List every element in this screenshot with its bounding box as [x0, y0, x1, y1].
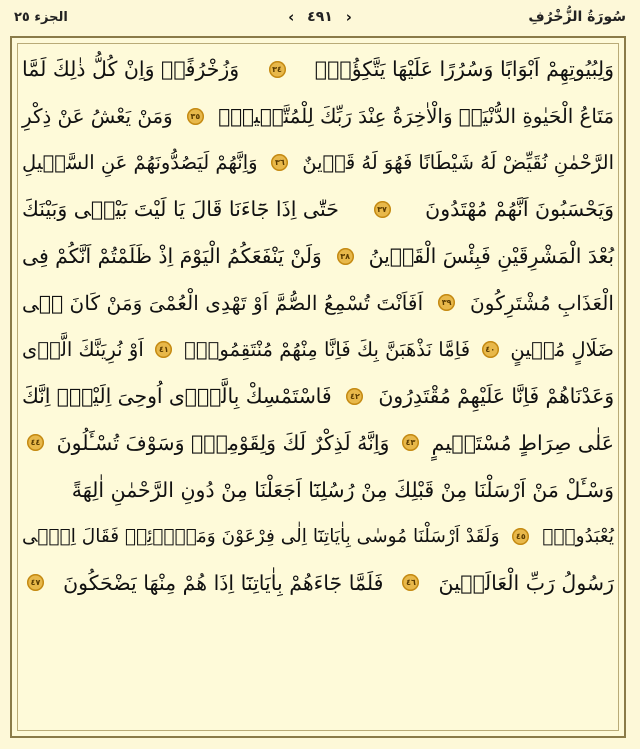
- ayah-number-marker[interactable]: ٣٤: [269, 61, 286, 78]
- verse-line: [18, 466, 618, 513]
- verse-line: [18, 513, 618, 560]
- verse-text: فَاسْتَمْسِكْ بِالَّذٖٓى اُوحِىَ اِلَيْكَۚ اِنَّكَ: [22, 384, 332, 409]
- verse-text: وَلَقَدْ اَرْسَلْنَا مُوسٰى بِاٰيَاتِنَٓا اِلٰى فِرْعَوْنَ وَمَلَا۬ئِهٖ فَقَالَ اِنّٖى: [22, 525, 500, 547]
- ayah-number-marker[interactable]: ٤٢: [346, 388, 363, 405]
- ayah-number-marker[interactable]: ٣٦: [271, 154, 288, 171]
- verse-text: اَفَاَنْتَ تُسْمِعُ الصُّمَّ اَوْ تَهْدِى الْعُمْىَ وَمَنْ كَانَ فٖى: [22, 290, 424, 315]
- ayah-number-marker[interactable]: ٤١: [155, 341, 172, 358]
- verse-text: وَلِبُيُوتِهِمْ اَبْوَابًا وَسُرُرًا عَلَيْهَا يَتَّكِؤُنَۙ: [314, 57, 614, 82]
- verse-text: وَاِنَّهُ لَذِكْرٌ لَكَ وَلِقَوْمِكَۚ وَسَوْفَ تُسْـَٔلُونَ: [56, 430, 390, 455]
- verse-line: [18, 233, 618, 280]
- verse-text: يُعْبَدُونَ۟: [542, 525, 614, 547]
- ayah-number-marker[interactable]: ٤٦: [402, 574, 419, 591]
- verse-text: فَلَمَّا جَٓاءَهُمْ بِاٰيَاتِنَٓا اِذَا هُمْ مِنْهَا يَضْحَكُونَ: [63, 570, 384, 595]
- verse-text: وَلَنْ يَنْفَعَكُمُ الْيَوْمَ اِذْ ظَلَمْتُمْ اَنَّكُمْ فِى: [22, 244, 322, 269]
- verse-text: حَتّٰى اِذَا جَٓاءَنَا قَالَ يَا لَيْتَ بَيْنٖى وَبَيْنَكَ: [22, 197, 339, 222]
- verse-line: [18, 373, 618, 420]
- ayah-number-marker[interactable]: ٣٥: [187, 108, 204, 125]
- top-bar: [0, 0, 640, 34]
- prev-page-button[interactable]: ‹: [288, 8, 295, 26]
- verse-text: الْعَذَابِ مُشْتَرِكُونَ: [469, 290, 614, 315]
- ayah-number-marker[interactable]: ٤٤: [27, 434, 44, 451]
- verse-text: الرَّحْمٰنِ نُقَيِّضْ لَهُ شَيْطَانًا فَهُوَ لَهُ قَرٖينٌ: [302, 151, 614, 175]
- verse-lines: [18, 46, 618, 606]
- page-number: ٤٩١: [307, 9, 333, 25]
- ayah-number-marker[interactable]: ٤٣: [402, 434, 419, 451]
- surah-title: سُورَةُ الزُّخْرُفِ: [528, 9, 626, 25]
- page-navigator: [283, 7, 357, 27]
- verse-text: فَاِمَّا نَذْهَبَنَّ بِكَ فَاِنَّا مِنْهُمْ مُنْتَقِمُونَۙ: [184, 337, 471, 361]
- verse-line: [18, 139, 618, 186]
- verse-line: [18, 186, 618, 233]
- verse-text: وَيَحْسَبُونَ اَنَّهُمْ مُهْتَدُونَ: [425, 197, 614, 222]
- verse-line: [18, 560, 618, 607]
- verse-text: وَسْـَٔلْ مَنْ اَرْسَلْنَا مِنْ قَبْلِكَ مِنْ رُسُلِنَٓا اَجَعَلْنَا مِنْ دُونِ الرَّحْمٰنِ اٰلِهَةً: [71, 477, 614, 502]
- verse-text: مَتَاعُ الْحَيٰوةِ الدُّنْيَاۜ وَالْاٰخِرَةُ عِنْدَ رَبِّكَ لِلْمُتَّقٖينَ۟: [218, 104, 614, 128]
- verse-line: [18, 326, 618, 373]
- ayah-number-marker[interactable]: ٣٩: [438, 294, 455, 311]
- verse-text: وَعَدْنَاهُمْ فَاِنَّا عَلَيْهِمْ مُقْتَدِرُونَ: [378, 384, 614, 409]
- verse-text: وَمَنْ يَعْشُ عَنْ ذِكْرِ: [22, 104, 173, 128]
- ayah-number-marker[interactable]: ٤٠: [482, 341, 499, 358]
- ayah-number-marker[interactable]: ٣٨: [337, 248, 354, 265]
- verse-text: اَوْ نُرِيَنَّكَ الَّذٖى: [22, 337, 144, 361]
- ayah-number-marker[interactable]: ٣٧: [374, 201, 391, 218]
- verse-line: [18, 279, 618, 326]
- verse-line: [18, 93, 618, 140]
- verse-text: وَزُخْرُفًاۜ وَاِنْ كُلُّ ذٰلِكَ لَمَّا: [22, 57, 240, 82]
- ayah-number-marker[interactable]: ٤٥: [512, 528, 529, 545]
- verse-text: وَاِنَّهُمْ لَيَصُدُّونَهُمْ عَنِ السَّبٖيلِ: [22, 151, 258, 175]
- verse-text: رَسُولُ رَبِّ الْعَالَمٖينَ: [438, 570, 614, 595]
- verse-text: ضَلَالٍ مُبٖينٍ: [510, 337, 614, 361]
- next-page-button[interactable]: ›: [345, 8, 352, 26]
- page-frame: [10, 36, 626, 738]
- juz-label: الجزء ٢٥: [14, 9, 68, 25]
- verse-text: عَلٰى صِرَاطٍ مُسْتَقٖيمٍ: [431, 430, 614, 455]
- verse-line: [18, 46, 618, 93]
- verse-text: بُعْدَ الْمَشْرِقَيْنِ فَبِئْسَ الْقَرٖينُ: [368, 244, 614, 269]
- ayah-number-marker[interactable]: ٤٧: [27, 574, 44, 591]
- verse-line: [18, 420, 618, 467]
